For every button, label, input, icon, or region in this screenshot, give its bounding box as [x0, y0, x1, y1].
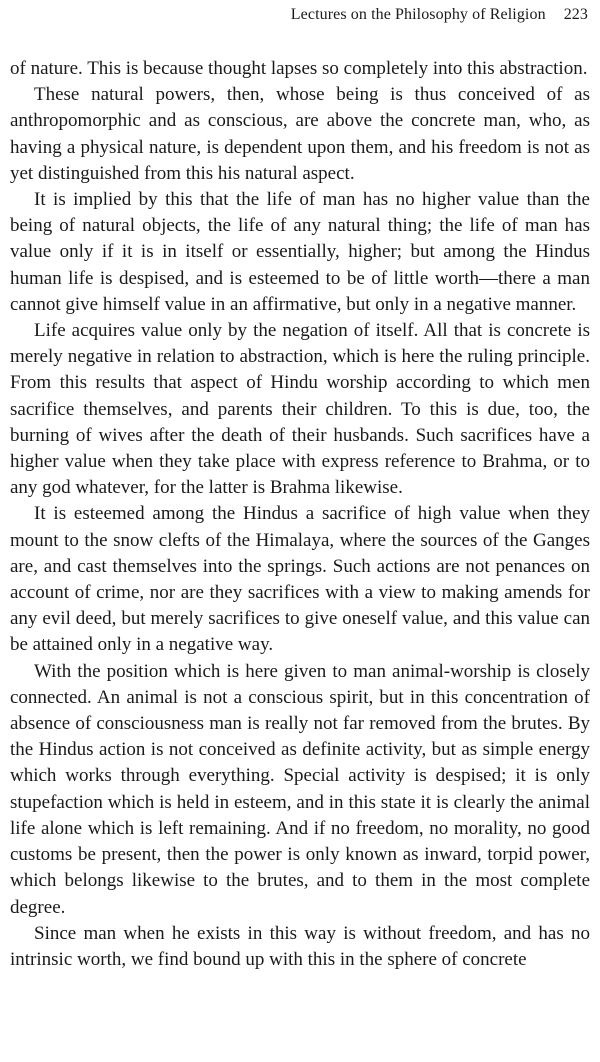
paragraph: With the position which is here given to man animal-worship is closely connected. An animal is not a conscious spirit, but in this concentration of absence of consciousness man is really not far removed from the brutes. By the Hindus action is not conceived as definite activity, but as simple energy which works through everything. Special activity is despised; it is only stupefaction which is held in esteem, and in this state it is clearly the animal life alone which is left remaining. And if no freedom, no morality, no good customs be present, then the power is only known as inward, torpid power, which belongs likewise to the brutes, and to them in the most complete degree.	[10, 660, 590, 918]
page-number: 223	[563, 6, 588, 23]
paragraph: It is esteemed among the Hindus a sacrifice of high value when they mount to the snow clefts of the Himalaya, where the sources of the Ganges are, and cast themselves into the springs. Such actions are not penances on account of crime, nor are they sacrifices with a view to making amends for any evil deed, but merely sacrifices to give oneself value, and this value can be attained only in a negative way.	[10, 503, 590, 656]
paragraph: Since man when he exists in this way is without freedom, and has no intrinsic worth, we find bound up with this in the sphere of concrete	[10, 922, 590, 970]
running-title: Lectures on the Philosophy of Religion	[290, 6, 546, 23]
paragraph: It is implied by this that the life of man has no higher value than the being of natural objects, the life of any natural thing; the life of man has value only if it is in itself or essentially, higher; but among the Hindus human life is despised, and is esteemed to be of little worth—there a man cannot give himself value in an affirmative, but only in a negative manner.	[10, 189, 590, 315]
body-text	[10, 56, 590, 973]
paragraph: These natural powers, then, whose being is thus conceived of as anthropomorphic and as conscious, are above the concrete man, who, as having a physical nature, is dependent upon them, and his freedom is not as yet distinguished from this his natural aspect.	[10, 84, 590, 184]
paragraph: Life acquires value only by the negation of itself. All that is concrete is merely negative in relation to abstraction, which is here the ruling principle. From this results that aspect of Hindu worship according to which men sacrifice themselves, and parents their children. To this is due, too, the burning of wives after the death of their husbands. Such sacrifices have a higher value when they take place with express reference to Brahma, or to any god whatever, for the latter is Brahma likewise.	[10, 320, 590, 499]
running-header	[10, 6, 590, 34]
paragraph: of nature. This is because thought lapses so completely into this abstraction.	[10, 58, 588, 79]
